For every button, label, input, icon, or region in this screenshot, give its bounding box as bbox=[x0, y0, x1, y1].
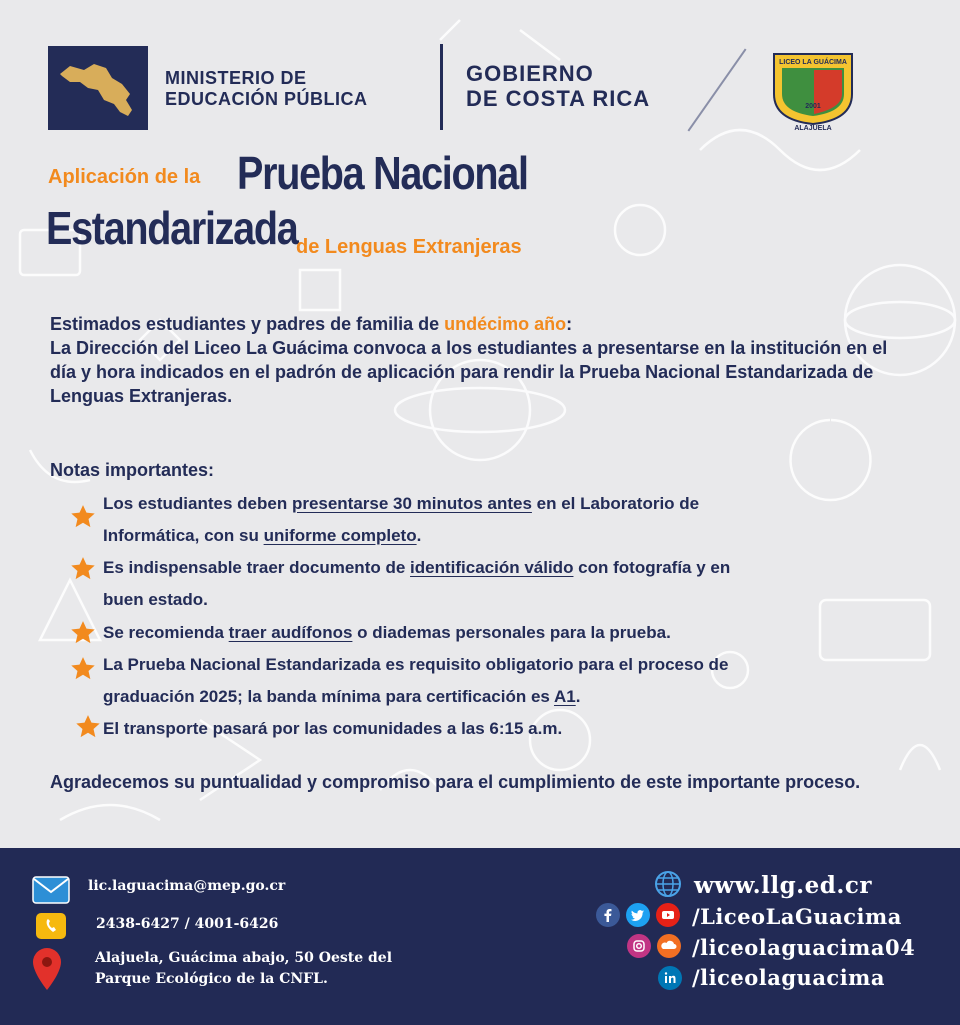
star-bullet-icon bbox=[70, 504, 96, 530]
note-item: Se recomienda traer audífonos o diademas personales para la prueba. bbox=[103, 623, 671, 642]
footer-social-facebook-twitter-youtube[interactable]: /LiceoLaGuacima bbox=[692, 904, 902, 929]
closing-text: Agradecemos su puntualidad y compromiso para el cumplimiento de este importante proceso. bbox=[50, 772, 861, 792]
footer-email[interactable]: lic.laguacima@mep.go.cr bbox=[88, 878, 286, 894]
note-item: La Prueba Nacional Estandarizada es requisito obligatorio para el proceso de graduación 2025; la banda mínima para certificación es A1. bbox=[103, 655, 729, 706]
footer-social-instagram-soundcloud[interactable]: /liceolaguacima04 bbox=[692, 935, 916, 960]
note-item: Los estudiantes deben presentarse 30 minutos antes en el Laboratorio de Informática, con su uniforme completo. bbox=[103, 494, 700, 545]
crest-city: ALAJUELA bbox=[794, 125, 832, 132]
ministry-name: MINISTERIO DE EDUCACIÓN PÚBLICA bbox=[165, 68, 368, 109]
globe-icon bbox=[654, 870, 682, 898]
star-bullet-icon bbox=[70, 556, 96, 582]
intro-paragraph: La Dirección del Liceo La Guácima convoca a los estudiantes a presentarse en la institución en el día y hora indicados en el padrón de aplicación para rendir la Prueba Nacional Estandarizada de Lenguas Extranjeras. bbox=[50, 338, 888, 406]
star-bullet-icon bbox=[70, 656, 96, 682]
notes-title: Notas importantes: bbox=[50, 460, 215, 480]
footer-website[interactable]: www.llg.ed.cr bbox=[694, 872, 873, 899]
grade-highlight: undécimo año bbox=[444, 314, 567, 334]
note-item: Es indispensable traer documento de identificación válido con fotografía y en buen estado. bbox=[103, 558, 731, 609]
mep-logo bbox=[48, 46, 148, 130]
title-main-line2: Estandarizada bbox=[46, 202, 298, 254]
crest-name: LICEO LA GUÁCIMA bbox=[779, 59, 847, 66]
star-bullet-icon bbox=[70, 620, 96, 646]
header-divider bbox=[440, 44, 443, 130]
footer bbox=[0, 848, 960, 1025]
footer-address: Alajuela, Guácima abajo, 50 Oeste del Parque Ecológico de la CNFL. bbox=[95, 950, 393, 987]
email-icon bbox=[32, 876, 70, 904]
location-pin-icon bbox=[30, 946, 64, 994]
intro-text bbox=[50, 312, 890, 408]
government-name: GOBIERNO DE COSTA RICA bbox=[466, 61, 651, 111]
twitter-icon[interactable] bbox=[626, 903, 650, 927]
note-item: El transporte pasará por las comunidades a las 6:15 a.m. bbox=[103, 719, 563, 738]
facebook-icon[interactable] bbox=[596, 903, 620, 927]
youtube-icon[interactable] bbox=[656, 903, 680, 927]
linkedin-icon[interactable] bbox=[658, 966, 682, 990]
footer-phone[interactable]: 2438-6427 / 4001-6426 bbox=[96, 916, 279, 932]
greeting: Estimados estudiantes y padres de familia de undécimo año: bbox=[50, 314, 573, 334]
school-crest-logo bbox=[768, 48, 858, 132]
title-suffix: de Lenguas Extranjeras bbox=[296, 236, 522, 258]
star-bullet-icon bbox=[75, 714, 101, 740]
instagram-icon[interactable] bbox=[627, 934, 651, 958]
costa-rica-map-icon bbox=[48, 46, 148, 130]
title-main-line1: Prueba Nacional bbox=[237, 147, 528, 199]
title-prefix: Aplicación de la bbox=[48, 166, 201, 188]
phone-icon bbox=[34, 912, 68, 940]
crest-year: 2001 bbox=[805, 103, 821, 110]
footer-social-linkedin[interactable]: /liceolaguacima bbox=[692, 965, 886, 990]
soundcloud-icon[interactable] bbox=[657, 934, 681, 958]
